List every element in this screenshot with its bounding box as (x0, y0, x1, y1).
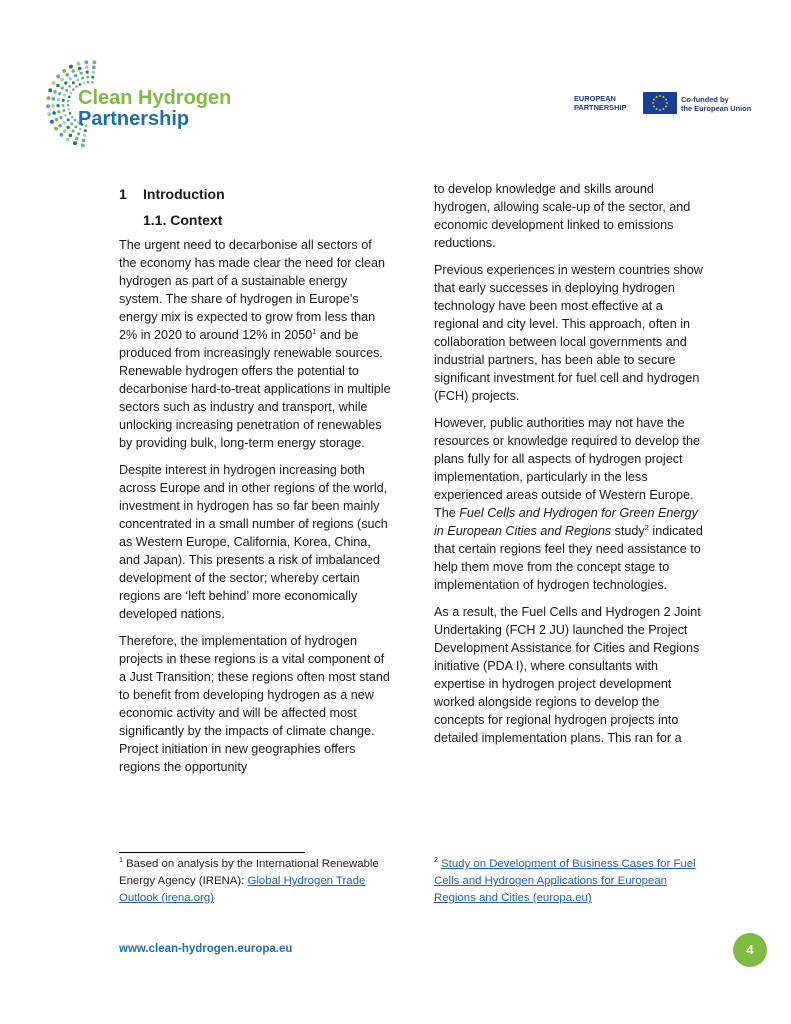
subsection-heading: 1.1. Context (143, 212, 223, 228)
footnote-ref[interactable]: 1 (312, 326, 317, 336)
footnote-1-link[interactable]: Global Hydrogen Trade Outlook (irena.org) (119, 875, 366, 904)
eu-partnership-badge (570, 92, 760, 116)
left-column (119, 180, 391, 785)
right-column (434, 180, 706, 756)
logo-wordmark (78, 88, 231, 130)
footnote-2: $^2$ Study on Development of Business Cases for Fuel Cells and Hydrogen Applications for European Regions and Cities (europa.eu) (434, 857, 696, 904)
footnote-divider (119, 852, 305, 853)
european-partnership-label: EUROPEAN PARTNERSHIP (574, 94, 627, 112)
logo-line-2: Partnership (78, 108, 190, 130)
paragraph: As a result, the Fuel Cells and Hydrogen 2 Joint Undertaking (FCH 2 JU) launched the Project Development Assistance for Cities and Regions initiative (PDA I), where consultants with expertise in hydrogen project development worked alongside regions to develop the concepts for regional hydrogen projects into detailed implementation plans. This ran for a (434, 605, 701, 745)
clean-hydrogen-logo (44, 58, 244, 150)
paragraph: Despite interest in hydrogen increasing both across Europe and in other regions of the world, investment in hydrogen has so far been mainly concentrated in a small number of regions (such as Western Europe, California, Korea, China, and Japan). This presents a risk of imbalanced development of the sector; whereby certain regions are ‘left behind’ more economically developed nations. (119, 463, 388, 621)
footnote-ref[interactable]: 2 (644, 522, 649, 532)
logo-line-1: Clean Hydrogen (78, 87, 232, 109)
eu-flag-icon (643, 92, 677, 114)
cofunded-label: Co-funded by the European Union (681, 95, 752, 113)
page-number-badge: 4 (733, 933, 767, 967)
paragraph: Previous experiences in western countries show that early successes in deploying hydrogen technology have been most effective at a regional and city level. This approach, often in collaboration between local governments and industrial partners, has been able to secure significant investment for fuel cell and hydrogen (FCH) projects. (434, 263, 703, 403)
paragraph: The urgent need to decarbonise all sectors of the economy has made clear the need for clean hydrogen as part of a sustainable energy system. The share of hydrogen in Europe’s energy mix is expected to grow from less than 2% in 2020 to around 12% in 2050$^1$ and be produced from increasingly renewable sources. Renewable hydrogen offers the potential to decarbonise hard-to-treat applications in multiple sectors such as industry and transport, while unlocking increasing penetration of renewables by providing bulk, long-term energy storage. (119, 238, 391, 450)
paragraph: Therefore, the implementation of hydrogen projects in these regions is a vital component of a Just Transition; these regions often most stand to benefit from developing hydrogen as a new economic activity and will be affected most significantly by the impacts of climate change. Project initiation in new geographies offers regions the opportunity (119, 634, 390, 774)
footnote-2-link[interactable]: Study on Development of Business Cases for Fuel Cells and Hydrogen Applications for European Regions and Cities (europa.eu) (434, 858, 696, 904)
footer-website-link[interactable]: www.clean-hydrogen.europa.eu (119, 943, 293, 955)
paragraph: However, public authorities may not have the resources or knowledge required to develop the plans fully for all aspects of hydrogen project implementation, particularly in the less experienced areas outside of Western Europe. The Fuel Cells and Hydrogen for Green Energy in European Cities and Regions study$^2$ indicated that certain regions feel they need assistance to help them move from the concept stage to implementation of hydrogen technologies. (434, 416, 703, 592)
paragraph: to develop knowledge and skills around hydrogen, allowing scale-up of the sector, and economic development linked to emissions reductions. (434, 182, 691, 250)
section-heading: 1 Introduction (119, 186, 225, 202)
footnote-1: $^1$ Based on analysis by the International Renewable Energy Agency (IRENA): Global Hydrogen Trade Outlook (irena.org) (119, 857, 379, 904)
